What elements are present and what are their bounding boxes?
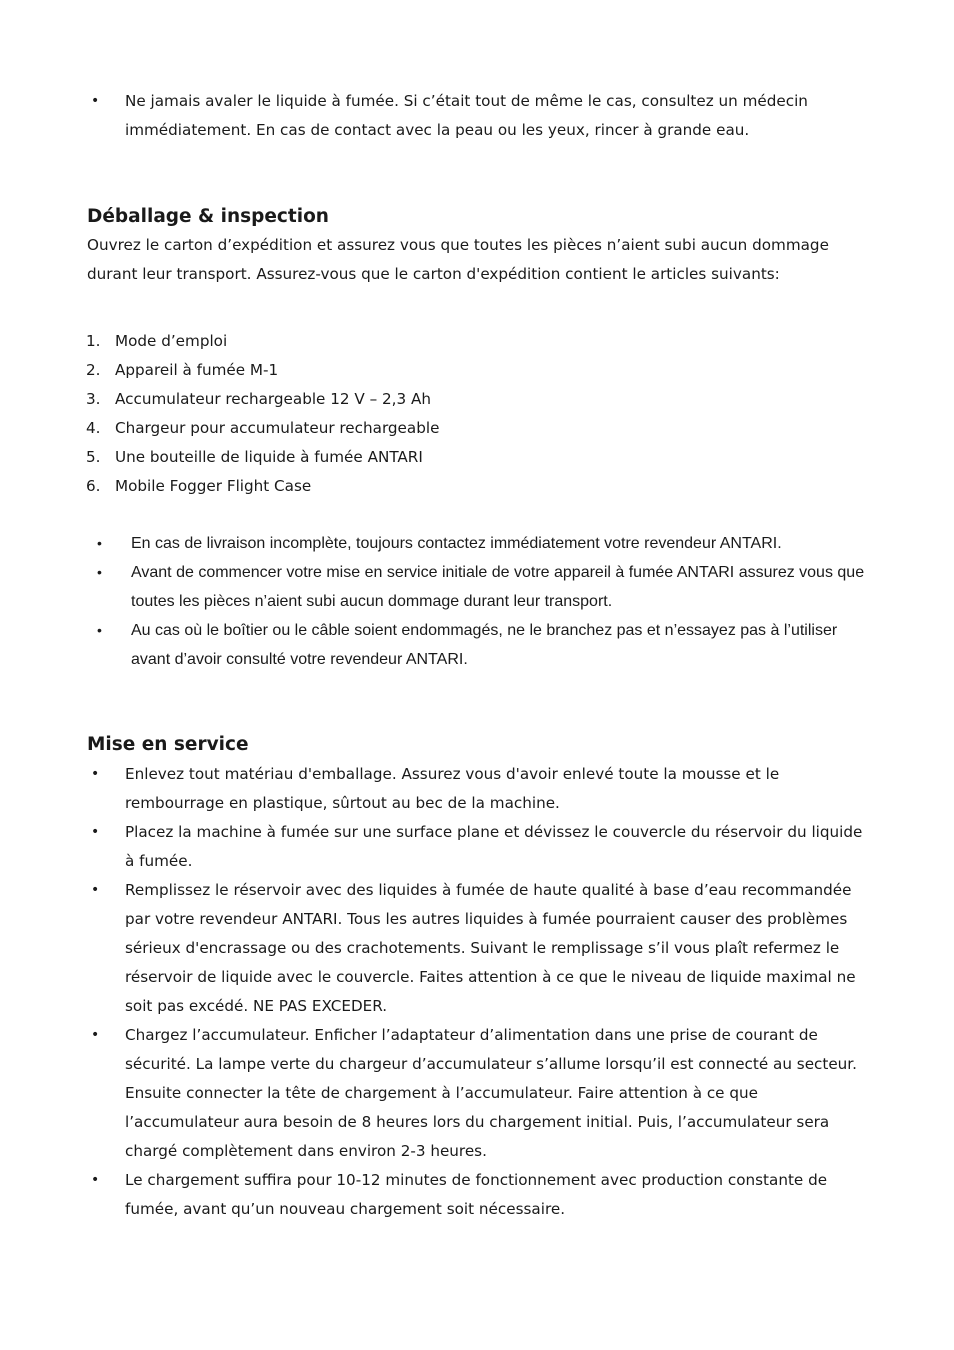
bullet-icon: • [91, 766, 100, 782]
list-item: 4. Chargeur pour accumulateur rechargeable [86, 419, 440, 437]
bullet-icon: • [91, 824, 100, 840]
bullet-icon: • [91, 882, 100, 898]
list-item: • Placez la machine à fumée sur une surface plane et dévissez le couvercle du réservoir du liquide à fumée. [125, 818, 870, 876]
list-item: • Remplissez le réservoir avec des liquides à fumée de haute qualité à base d’eau recommandée par votre revendeur ANTARI. Tous les autres liquides à fumée pourraient causer des problèmes sérieux d'encrassage ou des crachotements. Suivant le remplissage s’il vous plaît refermez le réservoir de liquide avec le couvercle. Faites attention à ce que le niveau de liquide maximal ne soit pas excédé. NE PAS EXCEDER. [125, 876, 870, 1021]
list-item: • Le chargement suffira pour 10-12 minutes de fonctionnement avec production constante de fumée, avant qu’un nouveau chargement soit nécessaire. [125, 1166, 870, 1224]
section-paragraph: Ouvrez le carton d’expédition et assurez vous que toutes les pièces n’aient subi aucun dommage durant leur transport. Assurez-vous que le carton d'expédition contient le articles suivants: [87, 236, 829, 283]
intro-bullet-list [91, 87, 870, 145]
list-item: 6. Mobile Fogger Flight Case [86, 477, 312, 495]
list-item: 2. Appareil à fumée M-1 [86, 361, 279, 379]
bullet-icon: • [97, 564, 102, 580]
bullet-icon: • [91, 1172, 100, 1188]
list-item: 1. Mode d’emploi [86, 332, 228, 350]
list-item: • Enlevez tout matériau d'emballage. Assurez vous d'avoir enlevé toute la mousse et le rembourrage en plastique, sûrtout au bec de la machine. [125, 760, 870, 818]
section-title-mise-en-service: Mise en service [87, 734, 249, 755]
bullet-icon: • [91, 93, 100, 109]
list-item: 3. Accumulateur rechargeable 12 V – 2,3 Ah [86, 390, 432, 408]
bullet-icon: • [97, 535, 102, 551]
setup-bullet-list [91, 760, 870, 1224]
bullet-icon: • [97, 622, 102, 638]
contents-list [86, 327, 440, 501]
list-item: • Avant de commencer votre mise en service initiale de votre appareil à fumée ANTARI assurez vous que toutes les pièces n’aient subi aucun dommage durant leur transport. [131, 558, 876, 616]
notes-bullet-list [97, 529, 876, 674]
list-item: • Au cas où le boîtier ou le câble soient endommagés, ne le branchez pas et n’essayez pas à l’utiliser avant d’avoir consulté votre revendeur ANTARI. [131, 616, 876, 674]
list-item: • Chargez l’accumulateur. Enficher l’adaptateur d’alimentation dans une prise de courant de sécurité. La lampe verte du chargeur d’accumulateur s’allume lorsqu’il est connecté au secteur. Ensuite connecter la tête de chargement à l’accumulateur. Faire attention à ce que l’accumulateur aura besoin de 8 heures lors du chargement initial. Puis, l’accumulateur sera chargé complètement dans environ 2-3 heures. [125, 1021, 870, 1166]
bullet-icon: • [91, 1027, 100, 1043]
list-item: • En cas de livraison incomplète, toujours contactez immédiatement votre revendeur ANTARI. [131, 529, 876, 558]
section-title-deballage: Déballage & inspection [87, 206, 329, 227]
list-item: 5. Une bouteille de liquide à fumée ANTARI [86, 448, 423, 466]
list-item: • Ne jamais avaler le liquide à fumée. Si c’était tout de même le cas, consultez un médecin immédiatement. En cas de contact avec la peau ou les yeux, rincer à grande eau. [125, 87, 870, 145]
